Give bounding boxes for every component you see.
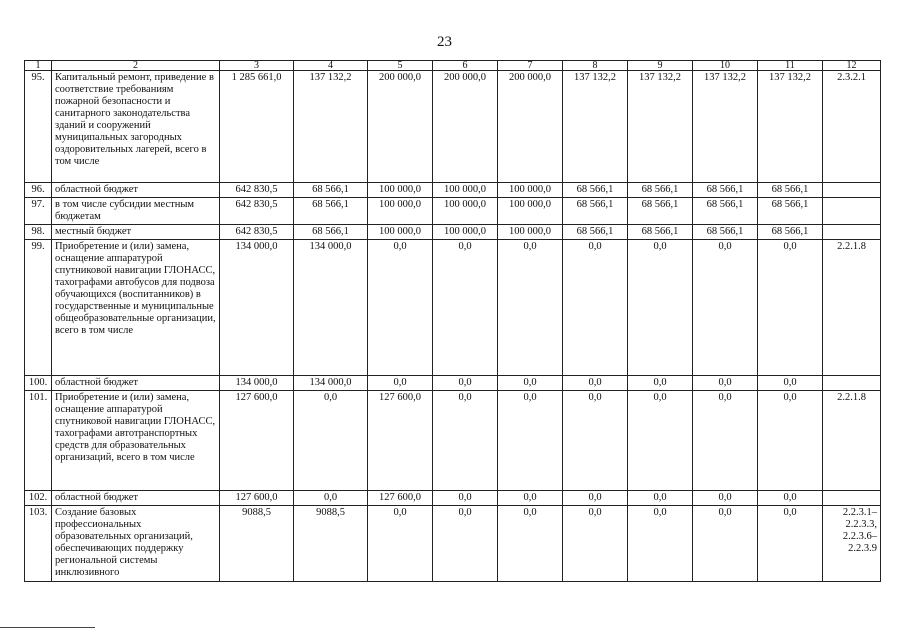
cell-value: 0,0 <box>758 240 823 376</box>
cell-value: 642 830,5 <box>220 225 294 240</box>
header-cell: 9 <box>628 61 693 71</box>
row-name: Приобретение и (или) замена, оснащение аппаратурой спутниковой навигации ГЛОНАСС, тахографами автотранспортных средств для образовательных организаций, всего в том числе <box>52 391 220 491</box>
header-cell: 7 <box>498 61 563 71</box>
cell-value: 0,0 <box>628 506 693 582</box>
cell-value: 0,0 <box>758 391 823 491</box>
cell-value: 0,0 <box>563 506 628 582</box>
cell-value: 0,0 <box>563 240 628 376</box>
cell-value: 68 566,1 <box>294 225 368 240</box>
cell-value: 137 132,2 <box>693 71 758 183</box>
row-name: Приобретение и (или) замена, оснащение аппаратурой спутниковой навигации ГЛОНАСС, тахографами автобусов для подвоза обучающихся (воспитанников) в государственные и муниципальные общеобразовательные организации, всего в том числе <box>52 240 220 376</box>
row-number: 102. <box>25 491 52 506</box>
cell-value: 0,0 <box>693 506 758 582</box>
cell-value: 0,0 <box>368 240 433 376</box>
cell-value: 100 000,0 <box>433 183 498 198</box>
row-number: 101. <box>25 391 52 491</box>
cell-value: 0,0 <box>758 376 823 391</box>
table-row <box>25 376 881 391</box>
cell-value: 0,0 <box>628 391 693 491</box>
table-row <box>25 183 881 198</box>
cell-value: 0,0 <box>433 240 498 376</box>
code-cell <box>823 376 881 391</box>
row-number: 97. <box>25 198 52 225</box>
cell-value: 134 000,0 <box>294 240 368 376</box>
cell-value: 0,0 <box>433 491 498 506</box>
cell-value: 200 000,0 <box>433 71 498 183</box>
cell-value: 137 132,2 <box>628 71 693 183</box>
cell-value: 68 566,1 <box>693 183 758 198</box>
cell-value: 100 000,0 <box>368 183 433 198</box>
table-row <box>25 491 881 506</box>
cell-value: 0,0 <box>368 506 433 582</box>
cell-value: 0,0 <box>498 376 563 391</box>
cell-value: 100 000,0 <box>433 198 498 225</box>
cell-value: 134 000,0 <box>294 376 368 391</box>
cell-value: 0,0 <box>433 376 498 391</box>
cell-value: 100 000,0 <box>368 198 433 225</box>
cell-value: 9088,5 <box>220 506 294 582</box>
table-row <box>25 506 881 582</box>
cell-value: 0,0 <box>498 391 563 491</box>
code-cell <box>823 491 881 506</box>
budget-table <box>24 60 881 582</box>
code-cell <box>823 198 881 225</box>
code-cell: 2.2.3.1– 2.2.3.3, 2.2.3.6– 2.2.3.9 <box>823 506 881 582</box>
cell-value: 0,0 <box>693 240 758 376</box>
code-cell: 2.2.1.8 <box>823 391 881 491</box>
cell-value: 100 000,0 <box>498 183 563 198</box>
header-cell: 1 <box>25 61 52 71</box>
cell-value: 0,0 <box>563 491 628 506</box>
table-row <box>25 71 881 183</box>
cell-value: 68 566,1 <box>563 225 628 240</box>
table-row <box>25 391 881 491</box>
code-cell: 2.2.1.8 <box>823 240 881 376</box>
row-number: 95. <box>25 71 52 183</box>
cell-value: 642 830,5 <box>220 198 294 225</box>
cell-value: 200 000,0 <box>368 71 433 183</box>
cell-value: 100 000,0 <box>433 225 498 240</box>
header-cell: 12 <box>823 61 881 71</box>
code-cell: 2.3.2.1 <box>823 71 881 183</box>
cell-value: 100 000,0 <box>498 225 563 240</box>
cell-value: 134 000,0 <box>220 376 294 391</box>
cell-value: 0,0 <box>628 240 693 376</box>
cell-value: 127 600,0 <box>220 491 294 506</box>
cell-value: 0,0 <box>498 506 563 582</box>
cell-value: 0,0 <box>758 506 823 582</box>
cell-value: 127 600,0 <box>368 391 433 491</box>
header-cell: 8 <box>563 61 628 71</box>
cell-value: 68 566,1 <box>628 183 693 198</box>
row-name: областной бюджет <box>52 491 220 506</box>
row-name: областной бюджет <box>52 376 220 391</box>
row-number: 98. <box>25 225 52 240</box>
cell-value: 0,0 <box>563 391 628 491</box>
cell-value: 68 566,1 <box>758 183 823 198</box>
code-cell <box>823 225 881 240</box>
cell-value: 0,0 <box>563 376 628 391</box>
header-row <box>25 61 881 71</box>
cell-value: 68 566,1 <box>628 198 693 225</box>
cell-value: 137 132,2 <box>294 71 368 183</box>
row-name: Создание базовых профессиональных образовательных организаций, обеспечивающих поддержку региональной системы инклюзивного <box>52 506 220 582</box>
cell-value: 68 566,1 <box>693 198 758 225</box>
cell-value: 137 132,2 <box>758 71 823 183</box>
header-cell: 5 <box>368 61 433 71</box>
cell-value: 0,0 <box>758 491 823 506</box>
cell-value: 68 566,1 <box>693 225 758 240</box>
header-cell: 6 <box>433 61 498 71</box>
cell-value: 68 566,1 <box>294 183 368 198</box>
header-cell: 4 <box>294 61 368 71</box>
row-number: 103. <box>25 506 52 582</box>
cell-value: 0,0 <box>433 506 498 582</box>
row-name: областной бюджет <box>52 183 220 198</box>
table-row <box>25 240 881 376</box>
cell-value: 68 566,1 <box>563 183 628 198</box>
cell-value: 134 000,0 <box>220 240 294 376</box>
cell-value: 100 000,0 <box>498 198 563 225</box>
cell-value: 0,0 <box>433 391 498 491</box>
cell-value: 200 000,0 <box>498 71 563 183</box>
cell-value: 0,0 <box>693 376 758 391</box>
cell-value: 68 566,1 <box>294 198 368 225</box>
header-cell: 2 <box>52 61 220 71</box>
cell-value: 0,0 <box>628 376 693 391</box>
footnote-separator <box>0 627 95 628</box>
page-number: 23 <box>437 34 452 50</box>
cell-value: 127 600,0 <box>368 491 433 506</box>
row-number: 96. <box>25 183 52 198</box>
cell-value: 68 566,1 <box>563 198 628 225</box>
cell-value: 642 830,5 <box>220 183 294 198</box>
row-number: 100. <box>25 376 52 391</box>
cell-value: 0,0 <box>498 491 563 506</box>
table-row <box>25 225 881 240</box>
row-name: местный бюджет <box>52 225 220 240</box>
header-cell: 3 <box>220 61 294 71</box>
cell-value: 0,0 <box>498 240 563 376</box>
row-name: Капитальный ремонт, приведение в соответствие требованиям пожарной безопасности и санитарного законодательства зданий и сооружений муниципальных загородных оздоровительных лагерей, всего в том числе <box>52 71 220 183</box>
cell-value: 127 600,0 <box>220 391 294 491</box>
row-name: в том числе субсидии местным бюджетам <box>52 198 220 225</box>
cell-value: 100 000,0 <box>368 225 433 240</box>
cell-value: 68 566,1 <box>758 225 823 240</box>
cell-value: 0,0 <box>693 491 758 506</box>
cell-value: 137 132,2 <box>563 71 628 183</box>
cell-value: 9088,5 <box>294 506 368 582</box>
cell-value: 0,0 <box>294 491 368 506</box>
cell-value: 68 566,1 <box>758 198 823 225</box>
header-cell: 11 <box>758 61 823 71</box>
cell-value: 68 566,1 <box>628 225 693 240</box>
table-row <box>25 198 881 225</box>
header-cell: 10 <box>693 61 758 71</box>
code-cell <box>823 183 881 198</box>
cell-value: 0,0 <box>368 376 433 391</box>
cell-value: 0,0 <box>693 391 758 491</box>
cell-value: 1 285 661,0 <box>220 71 294 183</box>
cell-value: 0,0 <box>294 391 368 491</box>
cell-value: 0,0 <box>628 491 693 506</box>
row-number: 99. <box>25 240 52 376</box>
